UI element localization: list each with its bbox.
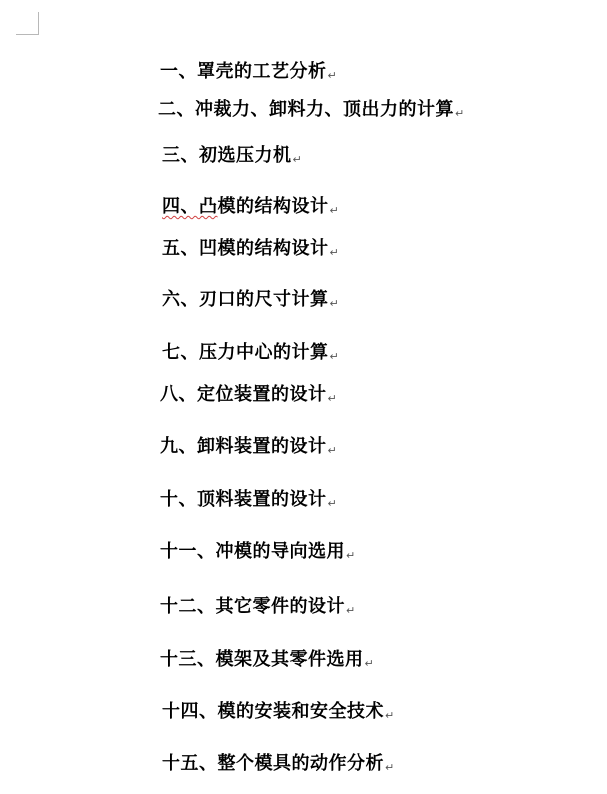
toc-item-13: 十三、模架及其零件选用↵: [160, 649, 375, 670]
paragraph-mark-icon: ↵: [346, 549, 356, 562]
page-corner-mark: [16, 12, 39, 35]
toc-item-8: 八、定位装置的设计↵: [160, 384, 338, 405]
paragraph-mark-icon: ↵: [292, 153, 303, 166]
toc-item-6: 六、刃口的尺寸计算↵: [162, 289, 340, 310]
paragraph-mark-icon: ↵: [329, 246, 340, 259]
paragraph-mark-icon: ↵: [327, 392, 338, 405]
toc-item-15: 十五、整个模具的动作分析↵: [162, 753, 395, 774]
paragraph-mark-icon: ↵: [346, 604, 356, 617]
paragraph-mark-icon: ↵: [329, 350, 340, 363]
toc-item-3: 三、初选压力机↵: [162, 145, 303, 166]
toc-item-10: 十、顶料装置的设计↵: [160, 489, 338, 510]
paragraph-mark-icon: ↵: [329, 297, 340, 310]
paragraph-mark-icon: ↵: [364, 657, 375, 670]
paragraph-mark-icon: ↵: [455, 107, 465, 120]
toc-item-11: 十一、冲模的导向选用↵: [160, 541, 356, 562]
toc-item-7: 七、压力中心的计算↵: [162, 342, 340, 363]
toc-item-1: 一、罩壳的工艺分析↵: [160, 61, 338, 82]
paragraph-mark-icon: ↵: [329, 204, 340, 217]
paragraph-mark-icon: ↵: [385, 761, 395, 774]
paragraph-mark-icon: ↵: [327, 444, 338, 457]
toc-item-9: 九、卸料装置的设计↵: [160, 436, 338, 457]
toc-item-14: 十四、模的安装和安全技术↵: [162, 701, 395, 722]
toc-item-4: 四、凸模的结构设计↵: [162, 196, 340, 217]
toc-item-5: 五、凹模的结构设计↵: [162, 238, 340, 259]
paragraph-mark-icon: ↵: [327, 69, 338, 82]
toc-item-2: 二、冲裁力、卸料力、顶出力的计算↵: [158, 99, 465, 120]
paragraph-mark-icon: ↵: [327, 497, 338, 510]
paragraph-mark-icon: ↵: [385, 709, 395, 722]
toc-item-12: 十二、其它零件的设计↵: [160, 596, 356, 617]
spellcheck-flag: 四、凸: [162, 196, 218, 217]
